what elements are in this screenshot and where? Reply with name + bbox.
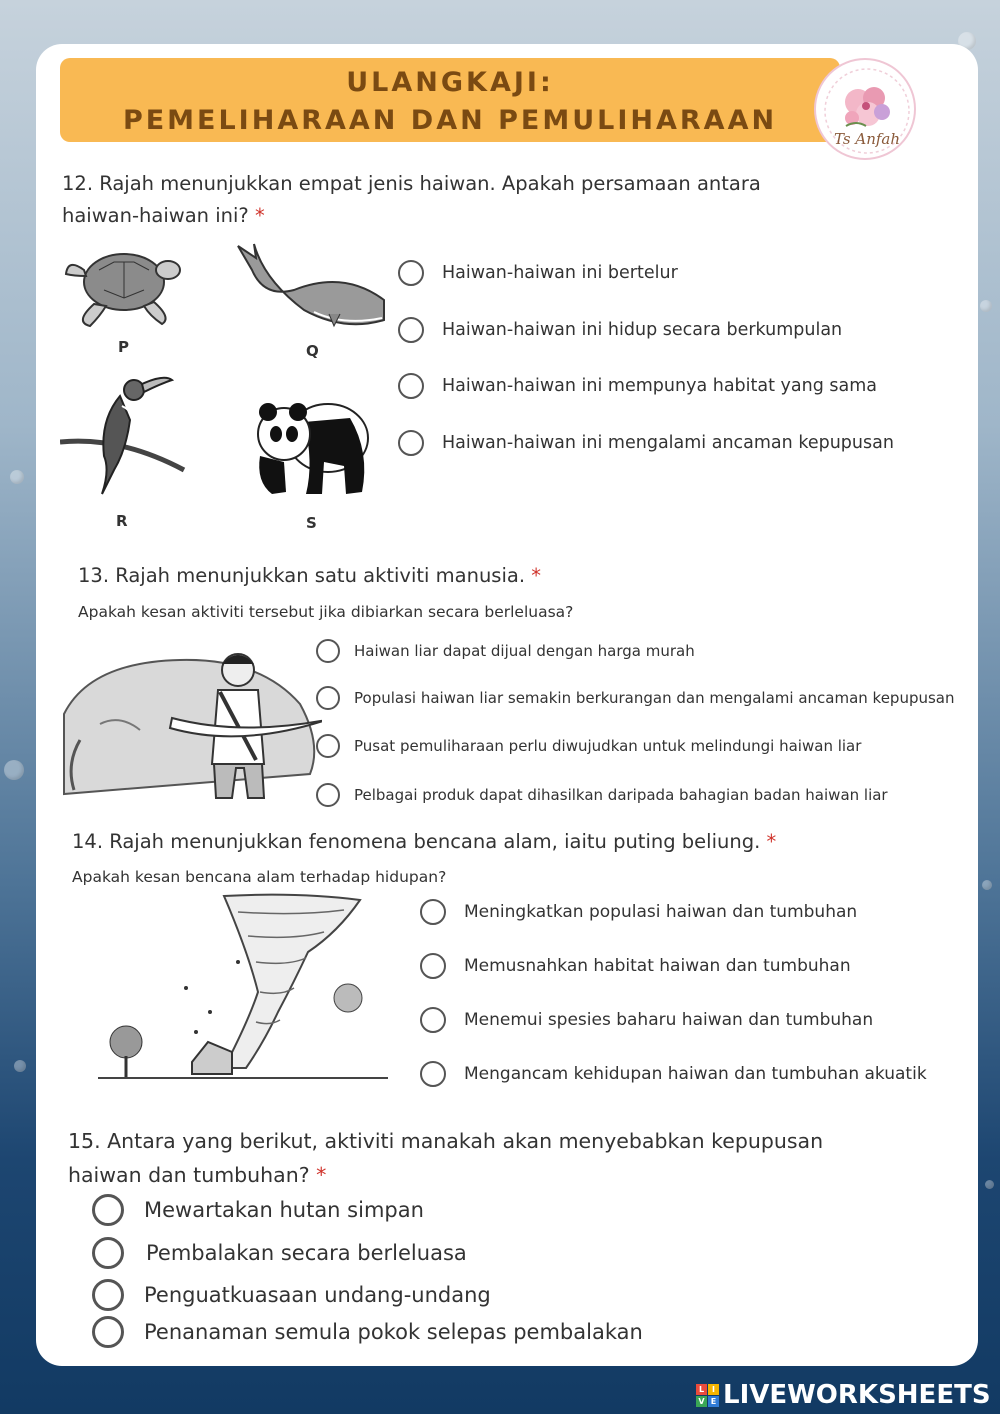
title-line-1: ULANGKAJI: — [346, 67, 554, 98]
turtle-image — [64, 240, 184, 330]
logo-letter: I — [708, 1384, 719, 1395]
panda-image — [254, 382, 374, 502]
radio-button[interactable] — [92, 1279, 124, 1311]
question-14-text — [72, 830, 776, 853]
question-15-text — [68, 1124, 823, 1192]
radio-button[interactable] — [316, 686, 340, 710]
option-label: Pembalakan secara berleluasa — [146, 1241, 467, 1265]
option-label: Haiwan liar dapat dijual dengan harga murah — [354, 642, 695, 660]
water-drop — [4, 760, 24, 780]
option-label: Mewartakan hutan simpan — [144, 1198, 424, 1222]
option-label: Penguatkuasaan undang-undang — [144, 1283, 491, 1307]
logo-letter: L — [696, 1384, 707, 1395]
question-13-subtext: Apakah kesan aktiviti tersebut jika dibiarkan secara berleluasa? — [78, 603, 574, 621]
whale-image — [234, 240, 394, 332]
image-label-p: P — [118, 338, 129, 356]
q15-option-3[interactable] — [92, 1279, 491, 1311]
q14-option-1[interactable] — [420, 899, 857, 925]
water-drop — [982, 880, 992, 890]
worksheet — [36, 44, 978, 1366]
image-label-q: Q — [306, 342, 319, 360]
required-star: * — [254, 204, 265, 227]
required-star: * — [531, 564, 541, 587]
q14-option-3[interactable] — [420, 1007, 873, 1033]
option-label: Memusnahkan habitat haiwan dan tumbuhan — [464, 956, 851, 976]
poacher-elephant-image — [60, 644, 322, 800]
q15-option-2[interactable] — [92, 1237, 467, 1269]
question-text-line1: Rajah menunjukkan empat jenis haiwan. Apakah persamaan antara — [99, 172, 761, 195]
brand-name: LIVEWORKSHEETS — [723, 1380, 991, 1410]
q15-option-1[interactable] — [92, 1194, 424, 1226]
q13-option-3[interactable] — [316, 734, 861, 758]
option-label: Haiwan-haiwan ini hidup secara berkumpulan — [442, 320, 843, 340]
q12-option-2[interactable] — [398, 317, 842, 343]
question-number: 13. — [78, 564, 110, 587]
seal-signature: Ts Anfah — [833, 130, 901, 148]
option-label: Pusat pemuliharaan perlu diwujudkan untuk melindungi haiwan liar — [354, 737, 862, 755]
question-13-text — [78, 564, 541, 587]
required-star: * — [316, 1163, 327, 1187]
radio-button[interactable] — [316, 639, 340, 663]
question-text-line2: haiwan-haiwan ini? — [62, 204, 249, 227]
image-label-r: R — [116, 512, 128, 530]
question-text-line2: haiwan dan tumbuhan? — [68, 1163, 310, 1187]
radio-button[interactable] — [398, 317, 424, 343]
q12-option-4[interactable] — [398, 430, 894, 456]
designer-seal — [814, 58, 916, 160]
q13-option-4[interactable] — [316, 783, 888, 807]
question-text: Rajah menunjukkan fenomena bencana alam, iaitu puting beliung. — [109, 830, 761, 853]
option-label: Pelbagai produk dapat dihasilkan daripada bahagian badan haiwan liar — [354, 786, 888, 804]
radio-button[interactable] — [92, 1194, 124, 1226]
water-drop — [980, 300, 992, 312]
liveworksheets-logo[interactable] — [696, 1380, 991, 1410]
title-line-2: PEMELIHARAAN DAN PEMULIHARAAN — [122, 105, 778, 136]
required-star: * — [766, 830, 777, 853]
water-drop — [14, 1060, 26, 1072]
question-text: Rajah menunjukkan satu aktiviti manusia. — [115, 564, 526, 587]
logo-icon — [696, 1384, 719, 1407]
q12-option-1[interactable] — [398, 260, 678, 286]
option-label: Haiwan-haiwan ini mengalami ancaman kepupusan — [442, 433, 894, 453]
question-number: 12. — [62, 172, 94, 195]
image-label-s: S — [306, 514, 317, 532]
option-label: Haiwan-haiwan ini mempunya habitat yang sama — [442, 376, 877, 396]
radio-button[interactable] — [420, 953, 446, 979]
option-label: Haiwan-haiwan ini bertelur — [442, 263, 678, 283]
question-12-text — [62, 168, 761, 232]
q14-option-2[interactable] — [420, 953, 851, 979]
radio-button[interactable] — [316, 783, 340, 807]
q15-option-4[interactable] — [92, 1316, 643, 1348]
hornbill-image — [60, 370, 190, 500]
logo-letter: E — [708, 1396, 719, 1407]
q14-option-4[interactable] — [420, 1061, 927, 1087]
question-text-line1: Antara yang berikut, aktiviti manakah akan menyebabkan kepupusan — [107, 1129, 824, 1153]
radio-button[interactable] — [398, 430, 424, 456]
option-label: Mengancam kehidupan haiwan dan tumbuhan akuatik — [464, 1064, 927, 1084]
q13-option-2[interactable] — [316, 686, 955, 710]
water-drop — [985, 1180, 994, 1189]
q13-option-1[interactable] — [316, 639, 695, 663]
option-label: Penanaman semula pokok selepas pembalakan — [144, 1320, 643, 1344]
option-label: Populasi haiwan liar semakin berkurangan dan mengalami ancaman kepupusan — [354, 689, 955, 707]
radio-button[interactable] — [398, 260, 424, 286]
radio-button[interactable] — [316, 734, 340, 758]
logo-letter: V — [696, 1396, 707, 1407]
radio-button[interactable] — [420, 899, 446, 925]
tornado-image — [98, 892, 388, 1094]
question-number: 14. — [72, 830, 104, 853]
question-14-subtext: Apakah kesan bencana alam terhadap hidupan? — [72, 868, 447, 886]
water-drop — [10, 470, 24, 484]
option-label: Meningkatkan populasi haiwan dan tumbuhan — [464, 902, 858, 922]
question-number: 15. — [68, 1129, 101, 1153]
radio-button[interactable] — [420, 1007, 446, 1033]
radio-button[interactable] — [398, 373, 424, 399]
q12-option-3[interactable] — [398, 373, 877, 399]
radio-button[interactable] — [420, 1061, 446, 1087]
radio-button[interactable] — [92, 1316, 124, 1348]
title-banner — [60, 58, 840, 142]
radio-button[interactable] — [92, 1237, 124, 1269]
option-label: Menemui spesies baharu haiwan dan tumbuhan — [464, 1010, 874, 1030]
